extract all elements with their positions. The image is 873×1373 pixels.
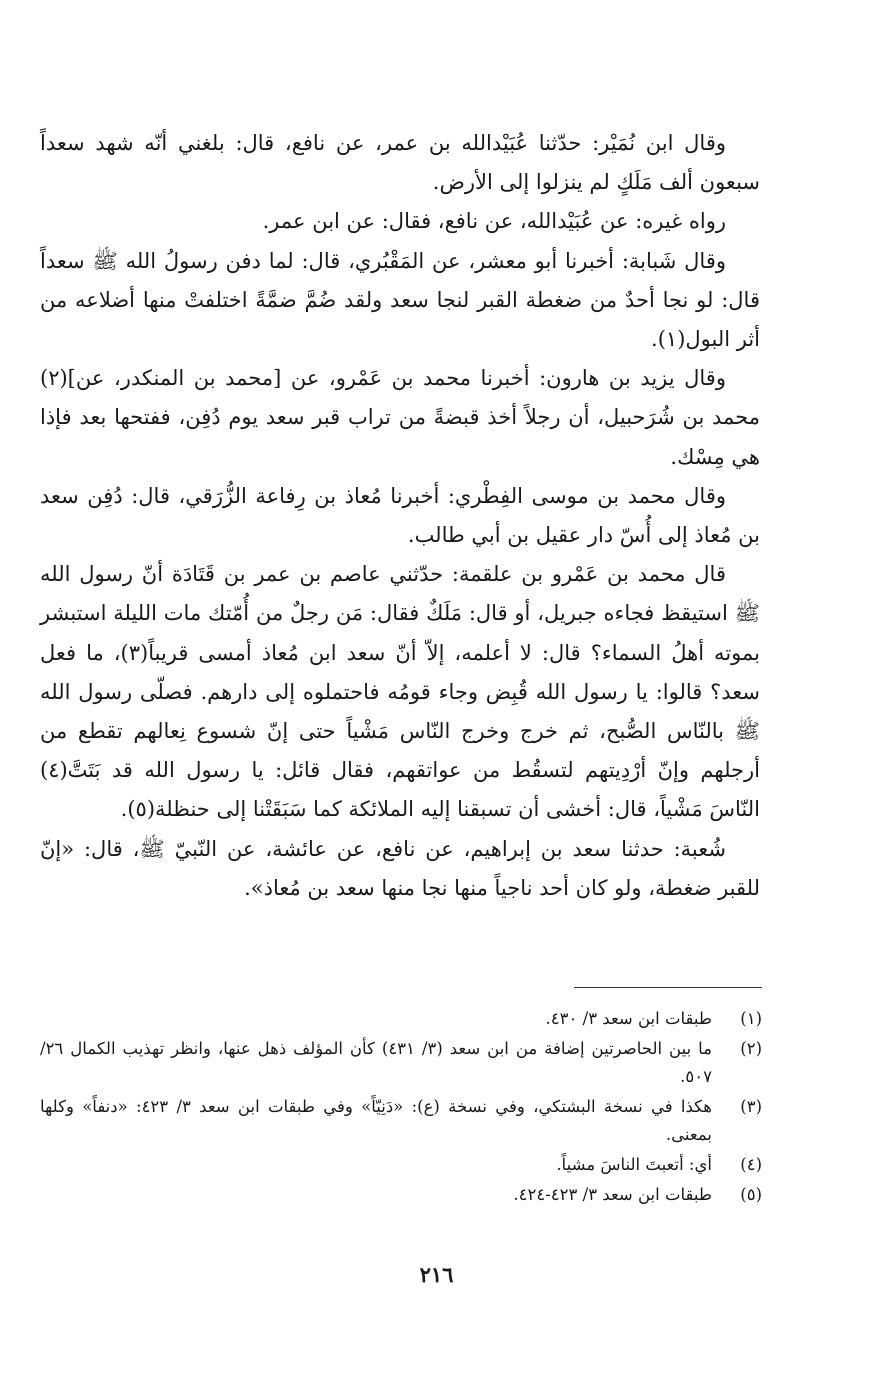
footnote-text: أي: أتعبتَ الناسَ مشياً. (556, 1155, 712, 1174)
paragraph-rawahu-ghayruh: رواه غيره: عن عُبَيْدالله، عن نافع، فقال: عن ابن عمر. (262, 209, 726, 234)
footnote-text: ما بين الحاصرتين إضافة من ابن سعد (٣/ ٤٣١) كأن المؤلف ذهل عنها، وانظر تهذيب الكمال ٢٦/ ٥٠٧. (40, 1039, 712, 1086)
footnote (40, 1181, 762, 1209)
paragraph-yazid-ibn-harun: وقال يزيد بن هارون: أخبرنا محمد بن عَمْرو، عن [محمد بن المنكدر، عن](٢) محمد بن شُرَحبيل، أن رجلاً أخذ قبضةً من تراب قبر سعد يوم دُفِن، ففتحها بعد فإذا هي مِسْك. (40, 366, 760, 469)
footnote-number: (٥) (740, 1185, 762, 1204)
main-text (40, 124, 760, 908)
footnote-number: (١) (740, 1009, 762, 1028)
paragraph-muhammad-ibn-musa: وقال محمد بن موسى الفِطْري: أخبرنا مُعاذ بن رِفاعة الزُّرَقي، قال: دُفِن سعد بن مُعاذ إلى أُسّ دار عقيل بن أبي طالب. (40, 483, 760, 548)
paragraph-ibn-numayr: وقال ابن نُمَيْر: حدّثنا عُبَيْدالله بن عمر، عن نافع، قال: بلغني أنّه شهد سعداً سبعون ألف مَلَكٍ لم ينزلوا إلى الأرض. (40, 131, 760, 195)
page-number: ٢١٦ (419, 1262, 454, 1287)
footnote-number: (٢) (740, 1039, 762, 1058)
footnote-text: هكذا في نسخة البشتكي، وفي نسخة (ع): «دَنِيّاً» وفي طبقات ابن سعد ٣/ ٤٢٣: «دنفاً» وكلها بمعنى. (40, 1097, 712, 1144)
footnotes (40, 1005, 762, 1211)
footnote-text: طبقات ابن سعد ٣/ ٤٣٠. (545, 1009, 712, 1028)
footnote (40, 1151, 762, 1179)
footnote-number: (٣) (740, 1097, 762, 1116)
paragraph-shababa: وقال شَبابة: أخبرنا أبو معشر، عن المَقْبُري، قال: لما دفن رسولُ الله ﷺ سعداً قال: لو نجا أحدٌ من ضغطة القبر لنجا سعد ولقد ضُمَّ ضمَّةً اختلفتْ منها أضلاعه من أثر البول(١). (40, 248, 760, 352)
footnote (40, 1093, 762, 1149)
paragraph-shuba: شُعبة: حدثنا سعد بن إبراهيم، عن نافع، عن عائشة، عن النّبيّ ﷺ، قال: «إنّ للقبر ضغطة، ولو كان أحد ناجياً منها نجا منها سعد بن مُعاذ». (40, 836, 760, 900)
paragraph-muhammad-ibn-amr: قال محمد بن عَمْرو بن علقمة: حدّثني عاصم بن عمر بن قَتَادَة أنّ رسول الله ﷺ استيقظ فجاءه جبريل، أو قال: مَلَكٌ فقال: مَن رجلٌ من أُمّتك مات الليلة استبشر بموته أهلُ السماء؟ قال: لا أعلمه، إلاّ أنّ سعد ابن مُعاذ أمسى قريباً(٣)، ما فعل سعد؟ قالوا: يا رسول الله قُبِض وجاء قومُه فاحتملوه إلى دارهم. فصلّى رسول الله ﷺ بالنّاس الصُّبح، ثم خرج وخرج النّاس مَشْياً حتى إنّ شسوع نِعالهم تقطع من أرجلهم وإنّ أرْدِيتهم لتسقُط من عواتقهم، فقال قائل: يا رسول الله قد بَتَتَّ(٤) النّاسَ مَشْياً، قال: أخشى أن تسبقنا إليه الملائكة كما سَبَقَتْنا إلى حنظلة(٥). (40, 562, 760, 822)
footnote (40, 1005, 762, 1033)
footnote-text: طبقات ابن سعد ٣/ ٤٢٣-٤٢٤. (513, 1185, 712, 1204)
footnote (40, 1035, 762, 1091)
footnote-divider (574, 987, 762, 988)
footnote-number: (٤) (740, 1155, 762, 1174)
